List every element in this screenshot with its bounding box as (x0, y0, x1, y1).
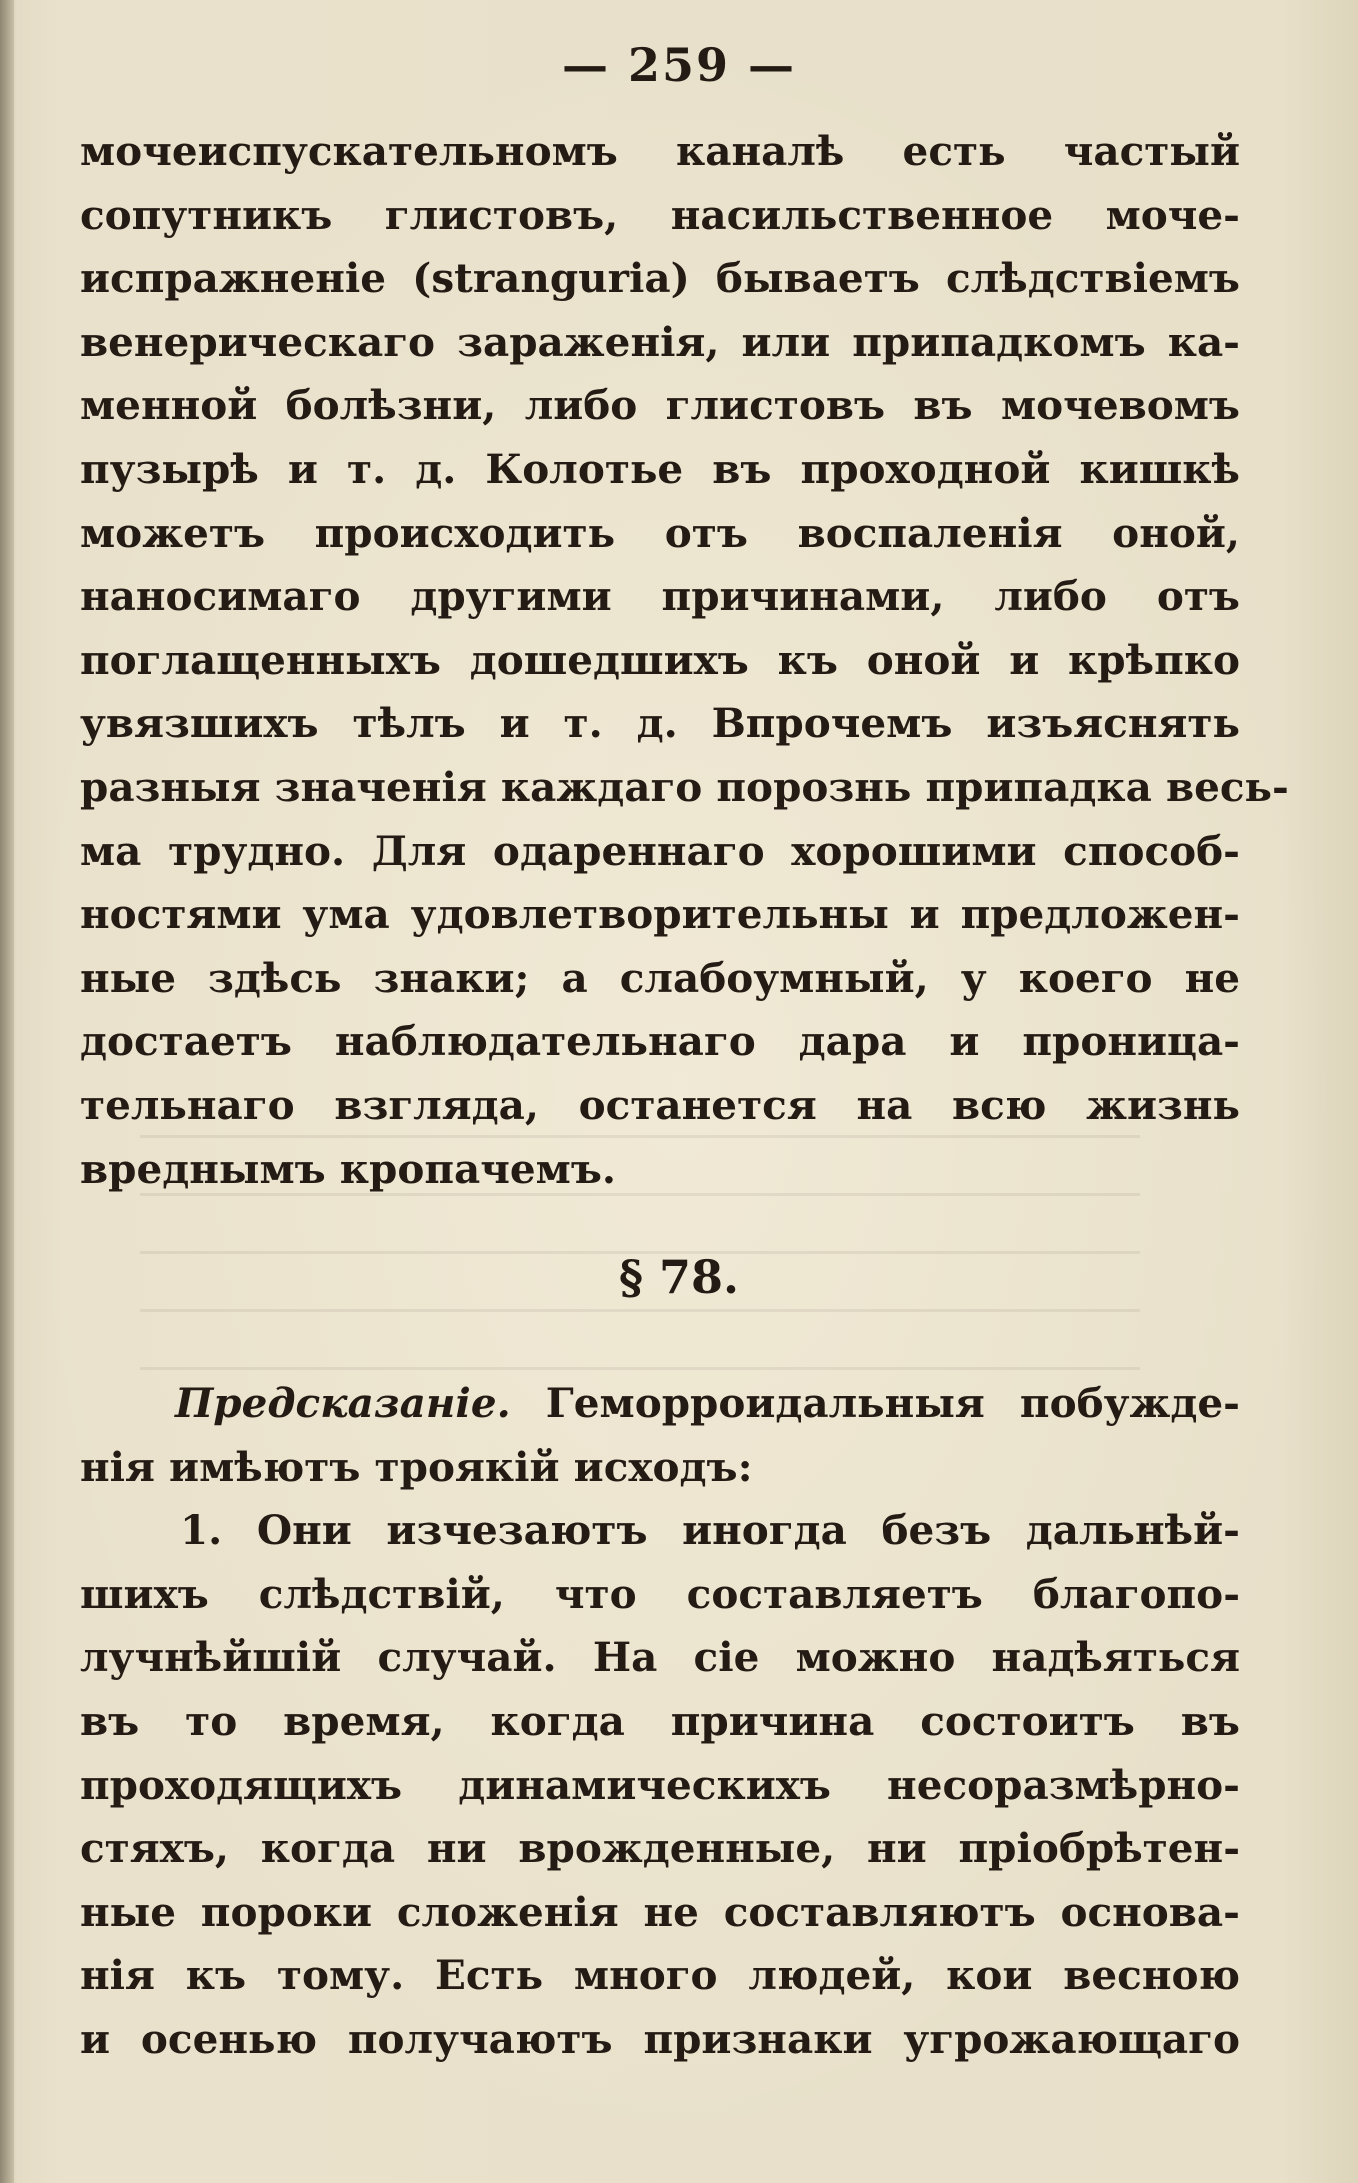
text-line: разныя значенія каждаго порознь припадка весь- (80, 762, 1289, 811)
page-spine-shadow (0, 0, 14, 2183)
text-line: можетъ происходить отъ воспаленія оной, (80, 508, 1240, 557)
section-heading: § 78. (618, 1250, 740, 1304)
text-line: поглащенныхъ дошедшихъ къ оной и крѣпко (80, 635, 1240, 684)
lead-text: Геморроидальныя побужде- (545, 1379, 1240, 1427)
text-line: тельнаго взгляда, останется на всю жизнь (80, 1080, 1240, 1129)
text-line: менной болѣзни, либо глистовъ въ мочевомъ (80, 381, 1240, 430)
text-line: венерическаго зараженія, или припадкомъ ка- (80, 317, 1240, 366)
text-line: 1. Они изчезаютъ иногда безъ дальнѣй- (180, 1506, 1240, 1555)
text-line: испражненіе (stranguria) бываетъ слѣдствіемъ (80, 254, 1240, 303)
text-line: лучнѣйшій случай. На сіе можно надѣяться (80, 1633, 1240, 1682)
text-line: наносимаго другими причинами, либо отъ (80, 572, 1240, 621)
text-line: нія имѣютъ трoякій исходъ: (80, 1442, 753, 1491)
text-line: пузырѣ и т. д. Колотье въ проходной кишкѣ (80, 444, 1240, 493)
text-line: проходящихъ динамическихъ несоразмѣрно- (80, 1760, 1240, 1809)
text-line: ма трудно. Для одареннаго хорошими способ- (80, 826, 1240, 875)
text-line: мочеиспускательномъ каналѣ есть частый (80, 127, 1240, 175)
text-line: шихъ слѣдствій, что составляетъ благопо- (80, 1569, 1240, 1618)
lead-term: Предсказаніе. (175, 1379, 511, 1427)
text-line: достаетъ наблюдательнаго дара и проница- (80, 1017, 1240, 1066)
text-line: ные пороки сложенія не составляютъ основа- (80, 1887, 1240, 1936)
text-line: сопутникъ глистовъ, насильственное моче- (80, 190, 1240, 239)
text-line: ные здѣсь знаки; а слабоумный, у коего не (80, 953, 1240, 1002)
text-line: увязшихъ тѣлъ и т. д. Впрочемъ изъяснять (80, 699, 1240, 748)
page-number: — 259 — (561, 38, 797, 92)
text-line: ностями ума удовлетворительны и предложен- (80, 890, 1240, 939)
text-line: нія къ тому. Есть много людей, кои весною (80, 1951, 1240, 2000)
text-line: въ то время, когда причина состоитъ въ (80, 1696, 1240, 1745)
text-line: вреднымъ кропачемъ. (80, 1144, 617, 1193)
lead-line (80, 1372, 1240, 1436)
paragraph-continued (80, 120, 1289, 1201)
paragraph-prognosis (80, 1372, 1240, 2072)
text-line: и осенью получаютъ признаки угрожающаго (80, 2014, 1240, 2063)
text-line: стяхъ, когда ни врожденные, ни пріобрѣтен- (80, 1824, 1240, 1873)
